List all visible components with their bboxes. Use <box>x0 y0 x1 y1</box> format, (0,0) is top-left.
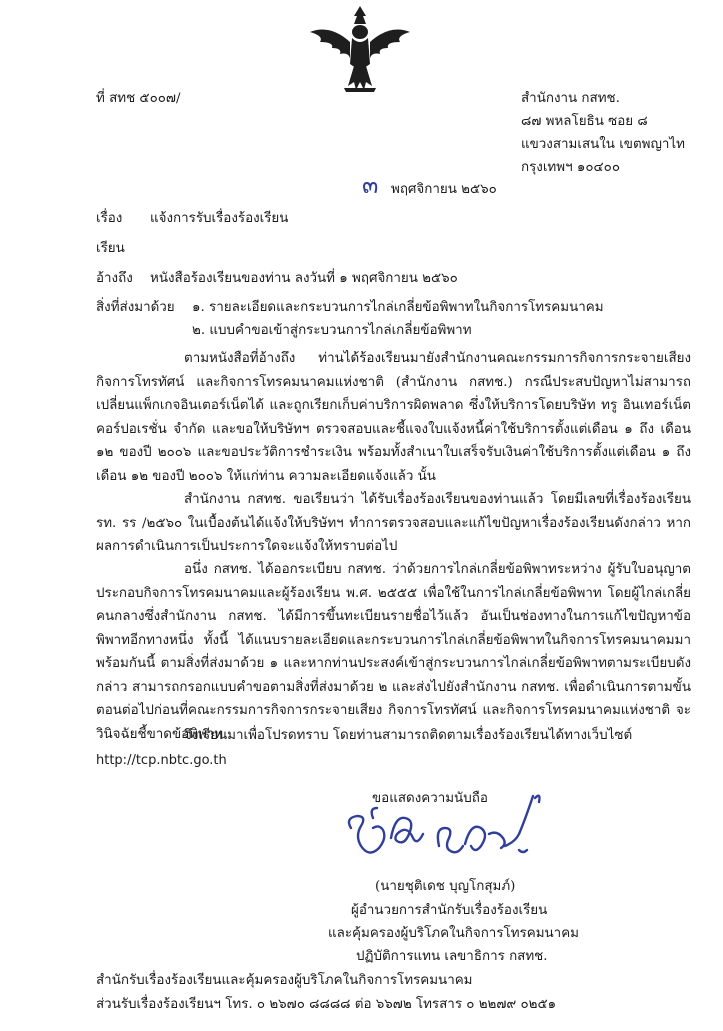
website-link[interactable]: http://tcp.nbtc.go.th <box>96 753 227 768</box>
body-paragraph-2-text: สำนักงาน กสทช. ขอเรียนว่า ได้รับเรื่องร้องเรียนของท่านแล้ว โดยมีเลขที่เรื่องร้องเรียน รท. รร /๒๕๖๐ ในเบื้องต้นได้แจ้งให้บริษัทฯ ทำการตรวจสอบและแก้ไขปัญหาเรื่องร้องเรียนดังกล่าว หากผลการดำเนินการเป็นประการใดจะแจ้งให้ทราบต่อไป <box>96 492 691 554</box>
body-paragraph-2 <box>96 488 691 559</box>
handwritten-signature-icon <box>335 788 565 878</box>
date-day-handwritten: ๓ <box>362 171 379 199</box>
body-paragraph-3 <box>96 558 691 746</box>
salutation: เรียน <box>96 241 125 256</box>
enclosure-item-2: ๒. แบบคำขอเข้าสู่กระบวนการไกล่เกลี่ยข้อพิพาท <box>192 323 472 338</box>
sender-address-line2: แขวงสามเสนใน เขตพญาไท <box>521 137 685 152</box>
reference-text: หนังสือร้องเรียนของท่าน ลงวันที่ ๑ พฤศจิกายน ๒๕๖๐ <box>150 271 458 286</box>
signatory-title-1: ผู้อำนวยการสำนักรับเรื่องร้องเรียน <box>351 903 548 918</box>
body-paragraph-1 <box>96 347 691 488</box>
sender-org: สำนักงาน กสทช. <box>521 91 620 106</box>
subject-text: แจ้งการรับเรื่องร้องเรียน <box>150 211 289 226</box>
body-paragraph-4 <box>96 724 691 748</box>
enclosure-label: สิ่งที่ส่งมาด้วย <box>96 300 175 315</box>
sender-address-line3: กรุงเทพฯ ๑๐๔๐๐ <box>521 160 620 175</box>
signatory-title-2: และคุ้มครองผู้บริโภคในกิจการโทรคมนาคม <box>328 926 579 941</box>
garuda-emblem-icon <box>300 2 420 98</box>
footer-department: สำนักรับเรื่องร้องเรียนและคุ้มครองผู้บริโภคในกิจการโทรคมนาคม <box>96 973 473 988</box>
sender-address-line1: ๘๗ พหลโยธิน ซอย ๘ <box>521 114 648 129</box>
signatory-title-3: ปฏิบัติการแทน เลขาธิการ กสทช. <box>356 949 548 964</box>
date-month-year: พฤศจิกายน ๒๕๖๐ <box>391 182 497 197</box>
subject-label: เรื่อง <box>96 211 123 226</box>
reference-number: ที่ สทช ๕๐๐๗/ <box>96 91 181 106</box>
reference-label: อ้างถึง <box>96 271 133 286</box>
enclosure-item-1: ๑. รายละเอียดและกระบวนการไกล่เกลี่ยข้อพิพาทในกิจการโทรคมนาคม <box>192 300 604 315</box>
signatory-name: (นายชุติเดช บุญโกสุมภ์) <box>375 879 516 894</box>
body-paragraph-4-text: จึงเรียนมาเพื่อโปรดทราบ โดยท่านสามารถติดตามเรื่องร้องเรียนได้ทางเว็บไซต์ <box>184 728 633 743</box>
footer-contact: ส่วนรับเรื่องร้องเรียนฯ โทร. ๐ ๒๖๗๐ ๘๘๘๘ ต่อ ๖๖๗๒ โทรสาร ๐ ๒๒๗๙ ๐๒๕๑ <box>96 997 557 1012</box>
body-paragraph-3-text: อนึ่ง กสทช. ได้ออกระเบียบ กสทช. ว่าด้วยการไกล่เกลี่ยข้อพิพาทระหว่าง ผู้รับใบอนุญาตประกอบกิจการโทรคมนาคมและผู้ร้องเรียน พ.ศ. ๒๕๕๕ เพื่อใช้ในการไกล่เกลี่ยข้อพิพาท โดยผู้ไกล่เกลี่ยคนกลางซึ่งสำนักงาน กสทช. ได้มีการขึ้นทะเบียนรายชื่อไว้แล้ว อันเป็นช่องทางในการแก้ไขปัญหาข้อพิพาทอีกทางหนึ่ง ทั้งนี้ ได้แนบรายละเอียดและกระบวนการไกล่เกลี่ยข้อพิพาทในกิจการโทรคมนาคมมาพร้อมกันนี้ ตามสิ่งที่ส่งมาด้วย ๑ และหากท่านประสงค์เข้าสู่กระบวนการไกล่เกลี่ยข้อพิพาทตามระเบียบดังกล่าว สามารถกรอกแบบคำขอตามสิ่งที่ส่งมาด้วย ๒ และส่งไปยังสำนักงาน กสทช. เพื่อดำเนินการตามขั้นตอนต่อไปก่อนที่คณะกรรมการกิจการกระจายเสียง กิจการโทรทัศน์ และกิจการโทรคมนาคมแห่งชาติ จะวินิจฉัยชี้ขาดข้อพิพาท <box>96 562 691 742</box>
closing-text: ขอแสดงความนับถือ <box>372 791 488 806</box>
body-paragraph-1-text: ตามหนังสือที่อ้างถึง ท่านได้ร้องเรียนมายังสำนักงานคณะกรรมการกิจการกระจายเสียง กิจการโทรทัศน์ และกิจการโทรคมนาคมแห่งชาติ (สำนักงาน กสทช.) กรณีประสบปัญหาไม่สามารถเปลี่ยนแพ็กเกจอินเตอร์เน็ตได้ และถูกเรียกเก็บค่าบริการผิดพลาด ซึ่งให้บริการโดยบริษัท ทรู อินเทอร์เน็ต คอร์ปอเรชั่น จำกัด และขอให้บริษัทฯ ตรวจสอบและชี้แจงใบแจ้งหนี้ค่าใช้บริการตั้งแต่เดือน ๑ ถึง เดือน ๑๒ ของปี ๒๐๐๖ และขอประวัติการชำระเงิน พร้อมทั้งสำเนาใบเสร็จรับเงินค่าใช้บริการตั้งแต่เดือน ๑ ถึง เดือน ๑๒ ของปี ๒๐๐๖ ให้แก่ท่าน ความละเอียดแจ้งแล้ว นั้น <box>96 351 691 484</box>
